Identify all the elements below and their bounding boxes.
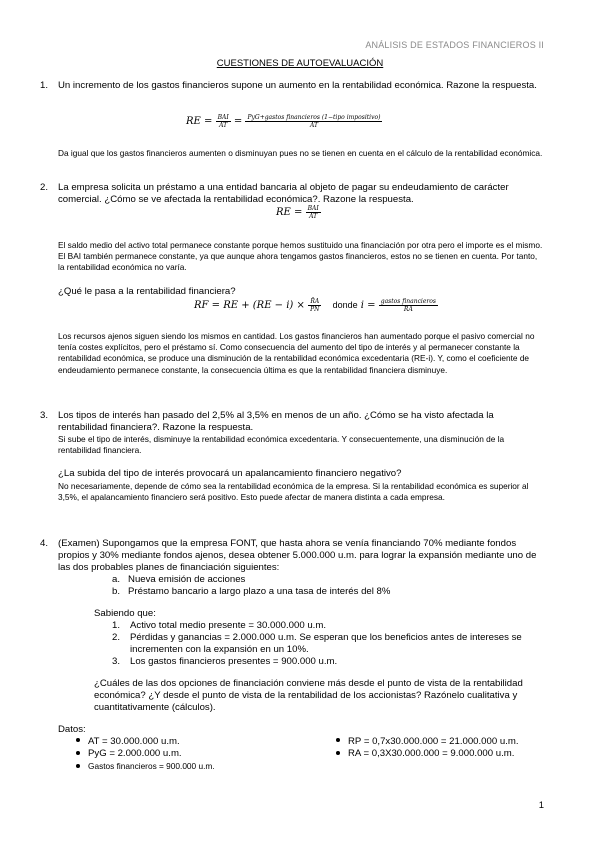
data-item: AT = 30.000.000 u.m.	[76, 736, 316, 748]
fraction-pyg: $\frac{\text{PyG+gastos financieros (1−tipo impositivo)}}{AT}$	[247, 114, 381, 129]
page-number: 1	[538, 800, 544, 811]
fact-1: 1. Activo total medio presente = 30.000.000 u.m.	[112, 620, 326, 631]
formula-rf: RF = RE + (RE − i) × $\frac{R̄A}{PN}$ donde i = $\frac{\text{gastos financieros}}{RA}$	[194, 298, 436, 313]
question-number: 3.	[40, 410, 49, 421]
answer-3: Si sube el tipo de interés, disminuye la rentabilidad económica excedentaria. Y consecuentemente, una disminución de la rentabilidad financiera.	[58, 434, 505, 456]
data-item: PyG = 2.000.000 u.m.	[76, 748, 316, 760]
running-header: ANÁLISIS DE ESTADOS FINANCIEROS II	[365, 40, 544, 50]
question-text: La empresa solicita un préstamo a una entidad bancaria al objeto de pagar su endeudamiento de carácter comercial. ¿Cómo se ve afectada la rentabilidad económica?. Razone la respuesta.	[58, 182, 509, 206]
question-2	[40, 182, 545, 206]
question-4	[40, 538, 545, 575]
bullet-icon	[76, 738, 80, 742]
question-1	[40, 80, 545, 92]
answer-1: Da igual que los gastos financieros aumenten o disminuyan pues no se tienen en cuenta en el cálculo de la rentabilidad económica.	[58, 148, 543, 158]
data-label: Datos:	[58, 724, 86, 735]
sub-question-3: ¿La subida del tipo de interés provocará un apalancamiento financiero negativo?	[58, 468, 402, 479]
fraction-gf-ra: $\frac{\text{gastos financieros}}{RA}$	[380, 298, 436, 313]
data-item: RP = 0,7x30.000.000 = 21.000.000 u.m.	[336, 736, 546, 748]
bullet-icon	[336, 751, 340, 755]
question-number: 2.	[40, 182, 49, 193]
formula-re-2: RE = $\frac{\text{BAI}}{AT}$	[276, 205, 319, 220]
formula-lhs: RE =	[186, 116, 213, 127]
bullet-icon	[336, 738, 340, 742]
knowing-label: Sabiendo que:	[94, 608, 156, 619]
answer-2b: Los recursos ajenos siguen siendo los mismos en cantidad. Los gastos financieros han aumentado porque el pasivo comercial no tenía costes explícitos, pero el préstamo sí. Como consecuencia del aumento del tipo de interés y al permanecer constante la rentabilidad económica, se produce una disminución de la rentabilidad económica excedentaria (RE-i). Y, como el coeficiente de endeudamiento permanece constante, la consecuencia última es que la rentabilidad financiera disminuye.	[58, 331, 535, 375]
fraction-bai-at: $\frac{\text{BAI}}{AT}$	[217, 114, 229, 129]
formula-re-1: RE = $\frac{\text{BAI}}{AT}$ = $\frac{\text{PyG+gastos financieros (1−tipo impositivo)}}{AT}$	[186, 114, 381, 129]
data-list-left	[76, 736, 316, 773]
option-b: b. Préstamo bancario a largo plazo a una tasa de interés del 8%	[112, 586, 391, 597]
page-title: CUESTIONES DE AUTOEVALUACIÓN	[216, 58, 384, 69]
answer-2: El saldo medio del activo total permanece constante porque hemos sustituido una financiación por otra pero el importe es el mismo. El BAI también permanece constante, ya que aunque ahora tengamos gastos financieros, estos no se tienen en cuenta. Por tanto, la rentabilidad económica no varía.	[58, 240, 543, 273]
fact-2: 2. Pérdidas y ganancias = 2.000.000 u.m. Se esperan que los beneficios antes de intereses se incrementen con la expansión en un 10%.	[112, 632, 522, 656]
question-3	[40, 410, 545, 434]
question-text: (Examen) Supongamos que la empresa FONT, que hasta ahora se venía financiando 70% mediante fondos propios y 30% mediante fondos ajenos, desea obtener 5.000.000 u.m. para lograr la expansión mediante uno de las dos probables planes de financiación siguientes:	[58, 538, 537, 574]
fact-3: 3. Los gastos financieros presentes = 900.000 u.m.	[112, 656, 338, 667]
sub-question-2: ¿Qué le pasa a la rentabilidad financiera?	[58, 286, 236, 297]
fraction-bai-at: $\frac{\text{BAI}}{AT}$	[307, 205, 319, 220]
question-number: 4.	[40, 538, 49, 549]
bullet-icon	[76, 764, 80, 768]
bullet-icon	[76, 751, 80, 755]
question-text: Un incremento de los gastos financieros supone un aumento en la rentabilidad económica. Razone la respuesta.	[58, 80, 537, 91]
option-a: a. Nueva emisión de acciones	[112, 574, 246, 585]
data-item: Gastos financieros = 900.000 u.m.	[76, 760, 316, 772]
question-number: 1.	[40, 80, 49, 91]
data-item: RA = 0,3X30.000.000 = 9.000.000 u.m.	[336, 748, 546, 760]
fraction-ra-pn: $\frac{R̄A}{PN}$	[310, 298, 320, 313]
question-4-prompt: ¿Cuáles de las dos opciones de financiación conviene más desde el punto de vista de la rentabilidad económica? ¿Y desde el punto de vista de la rentabilidad de los accionistas? Razónelo cualitativa y cuantitativamente (cálculos).	[94, 678, 523, 714]
answer-3b: No necesariamente, depende de cómo sea la rentabilidad económica de la empresa. Si la rentabilidad económica es superior al 3,5%, el apalancamiento financiero será positivo. Esto puede afectar de manera distinta a cada empresa.	[58, 481, 529, 503]
data-list-right	[336, 736, 546, 760]
question-text: Los tipos de interés han pasado del 2,5% al 3,5% en menos de un año. ¿Cómo se ha visto afectada la rentabilidad financiera?. Razone la respuesta.	[58, 410, 494, 434]
